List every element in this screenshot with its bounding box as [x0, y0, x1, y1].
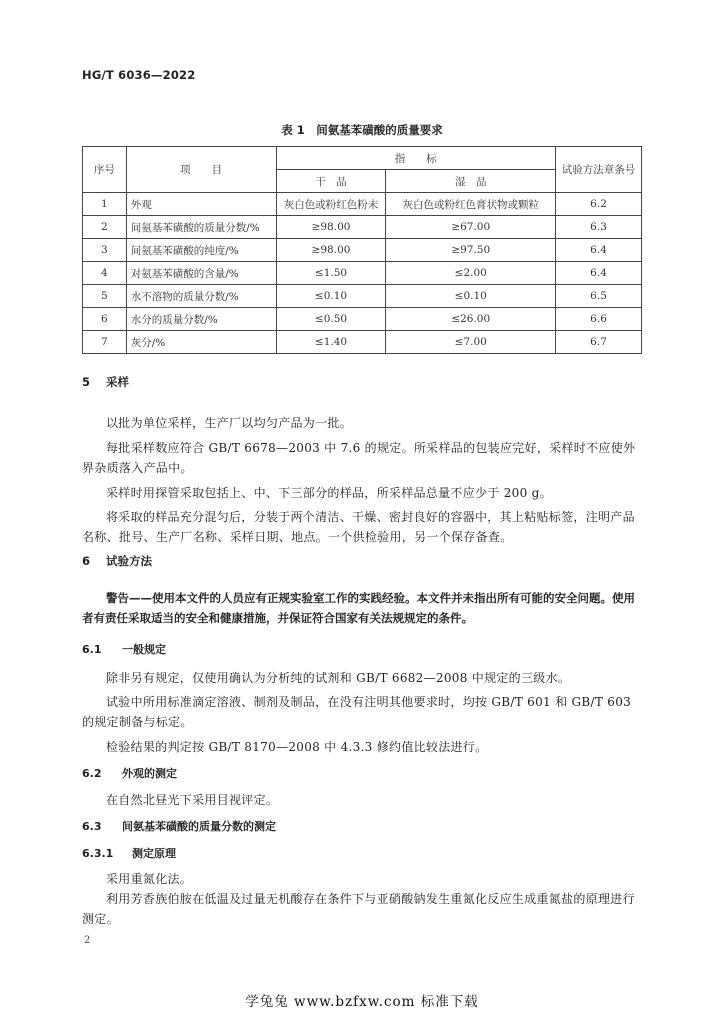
cell-no: 1 [83, 193, 127, 216]
cell-method: 6.2 [556, 193, 642, 216]
section-title: 间氨基苯磺酸的质量分数的测定 [122, 820, 276, 833]
paragraph: 在自然北昼光下采用目视评定。 [106, 793, 279, 807]
table-row [83, 308, 642, 331]
cell-dry: ≤0.10 [276, 285, 386, 308]
table-row [83, 285, 642, 308]
header-no: 序号 [83, 147, 127, 193]
cell-wet: ≥67.00 [386, 216, 556, 239]
cell-no: 7 [83, 331, 127, 354]
section-number: 6.2 [82, 767, 102, 780]
section-title: 外观的测定 [122, 767, 177, 780]
table-row [83, 193, 642, 216]
cell-wet: ≤0.10 [386, 285, 556, 308]
section-title: 试验方法 [106, 554, 152, 568]
section-title: 一般规定 [122, 643, 166, 656]
paragraph: 每批采样数应符合 GB/T 6678—2003 中 7.6 的规定。所采样品的包装应完好，采样时不应使外界杂质落入产品中。 [82, 441, 636, 475]
section-title: 采样 [106, 375, 129, 389]
table-row [83, 262, 642, 285]
cell-method: 6.4 [556, 262, 642, 285]
page-number: 2 [84, 935, 91, 946]
section-6-3-1-heading [82, 845, 176, 861]
safety-warning: 警告——使用本文件的人员应有正规实验室工作的实践经验。本文件并未指出所有可能的安全问题。使用者有责任采取适当的安全和健康措施，并保证符合国家有关法规规定的条件。 [82, 591, 635, 625]
cell-no: 5 [83, 285, 127, 308]
cell-method: 6.7 [556, 331, 642, 354]
paragraph: 除非另有规定，仅使用确认为分析纯的试剂和 GB/T 6682—2008 中规定的三级水。 [106, 671, 571, 685]
section-6-1-heading [82, 641, 166, 657]
table-row [83, 239, 642, 262]
cell-method: 6.3 [556, 216, 642, 239]
cell-no: 3 [83, 239, 127, 262]
cell-item: 外观 [126, 193, 276, 216]
cell-item: 对氨基苯磺酸的含量/% [126, 262, 276, 285]
cell-dry: ≤1.50 [276, 262, 386, 285]
cell-dry: 灰白色或粉红色粉末 [276, 193, 386, 216]
header-index: 指 标 [276, 147, 555, 170]
section-title: 测定原理 [132, 847, 176, 860]
section-number: 5 [82, 375, 91, 389]
section-6-2-heading [82, 765, 177, 781]
cell-wet: ≥97.50 [386, 239, 556, 262]
cell-wet: ≤26.00 [386, 308, 556, 331]
table-row [83, 216, 642, 239]
section-number: 6 [82, 554, 91, 568]
cell-no: 2 [83, 216, 127, 239]
cell-dry: ≥98.00 [276, 239, 386, 262]
section-6-3-heading [82, 818, 276, 834]
cell-item: 水分的质量分数/% [126, 308, 276, 331]
section-number: 6.3 [82, 820, 102, 833]
header-item: 项 目 [126, 147, 276, 193]
cell-no: 6 [83, 308, 127, 331]
cell-item: 灰分/% [126, 331, 276, 354]
paragraph: 将采取的样品充分混匀后，分装于两个清洁、干燥、密封良好的容器中，其上粘贴标签，注明产品名称、批号、生产厂名称、采样日期、地点。一个供检验用，另一个保存备查。 [82, 510, 635, 544]
cell-wet: 灰白色或粉红色膏状物或颗粒 [386, 193, 556, 216]
cell-dry: ≤0.50 [276, 308, 386, 331]
table-header-row [83, 147, 642, 170]
section-6-heading [82, 553, 152, 569]
table-title: 表 1 间氨基苯磺酸的质量要求 [281, 123, 443, 137]
standard-code: HG/T 6036—2022 [82, 68, 196, 82]
cell-item: 水不溶物的质量分数/% [126, 285, 276, 308]
cell-item: 间氨基苯磺酸的纯度/% [126, 239, 276, 262]
section-number: 6.1 [82, 643, 102, 656]
cell-method: 6.5 [556, 285, 642, 308]
paragraph: 试验中所用标准滴定溶液、制剂及制品，在没有注明其他要求时，均按 GB/T 601 和 GB/T 603 的规定制备与标定。 [82, 695, 632, 729]
cell-wet: ≤2.00 [386, 262, 556, 285]
cell-item: 间氨基苯磺酸的质量分数/% [126, 216, 276, 239]
cell-wet: ≤7.00 [386, 331, 556, 354]
cell-dry: ≥98.00 [276, 216, 386, 239]
section-number: 6.3.1 [82, 847, 114, 860]
header-method: 试验方法章条号 [556, 147, 642, 193]
paragraph: 利用芳香族伯胺在低温及过量无机酸存在条件下与亚硝酸钠发生重氮化反应生成重氮盐的原理进行测定。 [82, 892, 635, 926]
header-dry: 干 品 [276, 170, 386, 193]
paragraph: 采用重氮化法。 [106, 872, 193, 886]
table-row [83, 331, 642, 354]
paragraph: 检验结果的判定按 GB/T 8170—2008 中 4.3.3 修约值比较法进行。 [106, 740, 488, 754]
cell-method: 6.4 [556, 239, 642, 262]
cell-dry: ≤1.40 [276, 331, 386, 354]
header-wet: 湿 品 [386, 170, 556, 193]
paragraph: 以批为单位采样，生产厂以均匀产品为一批。 [106, 416, 353, 430]
section-5-heading [82, 374, 129, 390]
quality-table [82, 146, 642, 354]
cell-method: 6.6 [556, 308, 642, 331]
paragraph: 采样时用探管采取包括上、中、下三部分的样品，所采样品总量不应少于 200 g。 [106, 486, 552, 500]
cell-no: 4 [83, 262, 127, 285]
site-footer: 学兔兔 www.bzfxw.com 标准下载 [245, 994, 479, 1010]
